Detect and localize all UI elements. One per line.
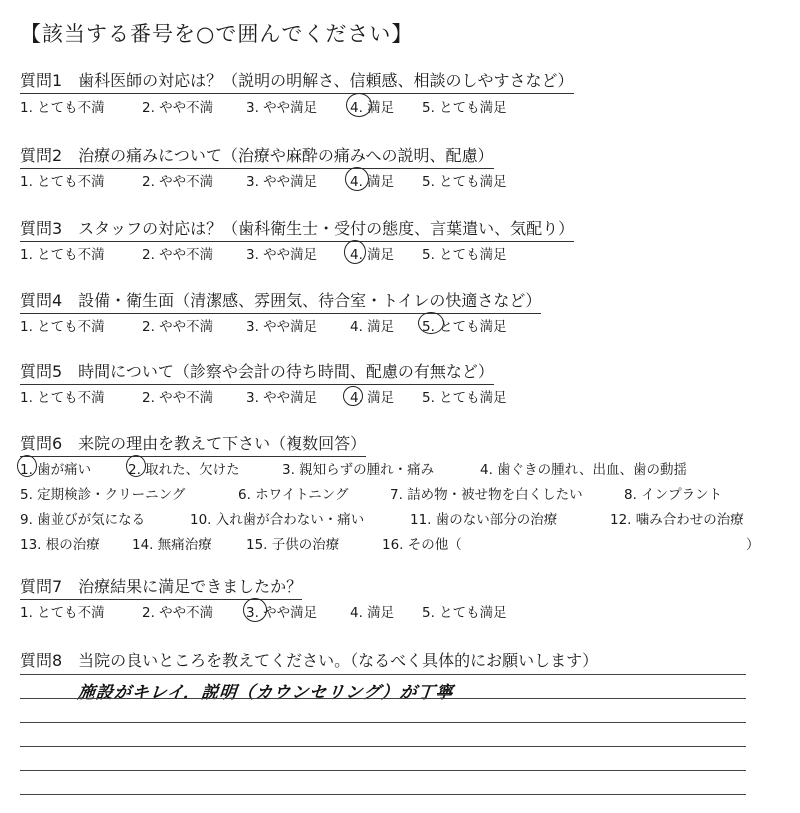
option-1[interactable]: 1. とても不満 — [20, 319, 105, 335]
option-3[interactable]: 3. やや満足 — [246, 247, 318, 263]
option-2[interactable]: 2. やや不満 — [142, 605, 214, 621]
answer-line — [20, 770, 746, 771]
question-5-options — [20, 386, 620, 406]
option-1[interactable]: 1. とても不満 — [20, 100, 105, 116]
question-6-title: 質問6 来院の理由を教えて下さい（複数回答） — [20, 431, 366, 457]
option-5[interactable]: 5. とても満足 — [422, 390, 507, 406]
option-3[interactable]: 3. やや満足 — [246, 390, 318, 406]
option-2[interactable]: 2. やや不満 — [142, 247, 214, 263]
option-6[interactable]: 6. ホワイトニング — [238, 487, 349, 503]
form-title: 【該当する番号を○で囲んでください】 — [20, 22, 414, 46]
selection-circle — [346, 93, 372, 117]
question-7-options — [20, 601, 620, 621]
option-1[interactable]: 1. とても不満 — [20, 605, 105, 621]
selection-circle — [345, 167, 369, 191]
option-1[interactable]: 1. とても不満 — [20, 247, 105, 263]
option-2[interactable]: 2. やや不満 — [142, 174, 214, 190]
option-9[interactable]: 9. 歯並びが気になる — [20, 512, 146, 528]
selection-circle — [126, 455, 146, 477]
option-4[interactable]: 4. 満足 — [350, 174, 395, 190]
option-5[interactable]: 5. とても満足 — [422, 605, 507, 621]
option-4[interactable]: 4. 満足 — [350, 247, 395, 263]
option-5[interactable]: 5. とても満足 — [422, 100, 507, 116]
selection-circle — [343, 386, 363, 406]
answer-line — [20, 674, 746, 675]
option-3[interactable]: 3. やや満足 — [246, 100, 318, 116]
option-14[interactable]: 14. 無痛治療 — [132, 537, 212, 553]
option-3[interactable]: 3. やや満足 — [246, 605, 318, 621]
option-15[interactable]: 15. 子供の治療 — [246, 537, 340, 553]
handwritten-answer[interactable]: 施設がキレイ．説明（カウンセリング）が丁寧 — [76, 683, 455, 703]
option-3[interactable]: 3. やや満足 — [246, 319, 318, 335]
selection-circle — [418, 312, 444, 334]
option-1[interactable]: 1. とても不満 — [20, 174, 105, 190]
option-10[interactable]: 10. 入れ歯が合わない・痛い — [190, 512, 365, 528]
option-16-close-paren: ） — [746, 537, 760, 553]
answer-line — [20, 722, 746, 723]
question-3-options — [20, 243, 620, 263]
question-1-options — [20, 96, 620, 116]
option-3[interactable]: 3. やや満足 — [246, 174, 318, 190]
option-5[interactable]: 5. 定期検診・クリーニング — [20, 487, 186, 503]
question-5-title: 質問5 時間について（診察や会計の待ち時間、配慮の有無など） — [20, 359, 494, 385]
option-7[interactable]: 7. 詰め物・被せ物を白くしたい — [390, 487, 583, 503]
answer-line — [20, 794, 746, 795]
option-2[interactable]: 2. やや不満 — [142, 100, 214, 116]
option-5[interactable]: 5. とても満足 — [422, 174, 507, 190]
option-11[interactable]: 11. 歯のない部分の治療 — [410, 512, 558, 528]
option-13[interactable]: 13. 根の治療 — [20, 537, 100, 553]
answer-line — [20, 746, 746, 747]
question-1-title: 質問1 歯科医師の対応は？（説明の明解さ、信頼感、相談のしやすさなど） — [20, 68, 574, 94]
question-7-title: 質問7 治療結果に満足できましたか？ — [20, 574, 302, 600]
option-4[interactable]: 4. 満足 — [350, 319, 395, 335]
option-4[interactable]: 4. 歯ぐきの腫れ、出血、歯の動揺 — [480, 462, 687, 478]
answer-line — [20, 698, 746, 699]
option-3[interactable]: 3. 親知らずの腫れ・痛み — [282, 462, 435, 478]
option-1[interactable]: 1. とても不満 — [20, 390, 105, 406]
selection-circle — [344, 240, 366, 264]
option-1[interactable]: 1. 歯が痛い — [20, 462, 92, 478]
option-2[interactable]: 2. やや不満 — [142, 390, 214, 406]
question-3-title: 質問3 スタッフの対応は？（歯科衛生士・受付の態度、言葉遣い、気配り） — [20, 216, 574, 242]
option-4[interactable]: 4. 満足 — [350, 390, 395, 406]
option-2[interactable]: 2. 取れた、欠けた — [128, 462, 240, 478]
option-16[interactable]: 16. その他（ — [382, 537, 462, 553]
question-2-title: 質問2 治療の痛みについて（治療や麻酔の痛みへの説明、配慮） — [20, 143, 494, 169]
option-8[interactable]: 8. インプラント — [624, 487, 723, 503]
question-2-options — [20, 170, 620, 190]
option-12[interactable]: 12. 噛み合わせの治療 — [610, 512, 744, 528]
option-4[interactable]: 4. 満足 — [350, 605, 395, 621]
selection-circle — [243, 598, 267, 622]
option-2[interactable]: 2. やや不満 — [142, 319, 214, 335]
option-5[interactable]: 5. とても満足 — [422, 319, 507, 335]
option-5[interactable]: 5. とても満足 — [422, 247, 507, 263]
option-4[interactable]: 4. 満足 — [350, 100, 395, 116]
question-4-options — [20, 315, 620, 335]
question-4-title: 質問4 設備・衛生面（清潔感、雰囲気、待合室・トイレの快適さなど） — [20, 288, 541, 314]
question-8-title: 質問8 当院の良いところを教えてください。（なるべく具体的にお願いします） — [20, 651, 599, 670]
selection-circle — [17, 455, 37, 477]
